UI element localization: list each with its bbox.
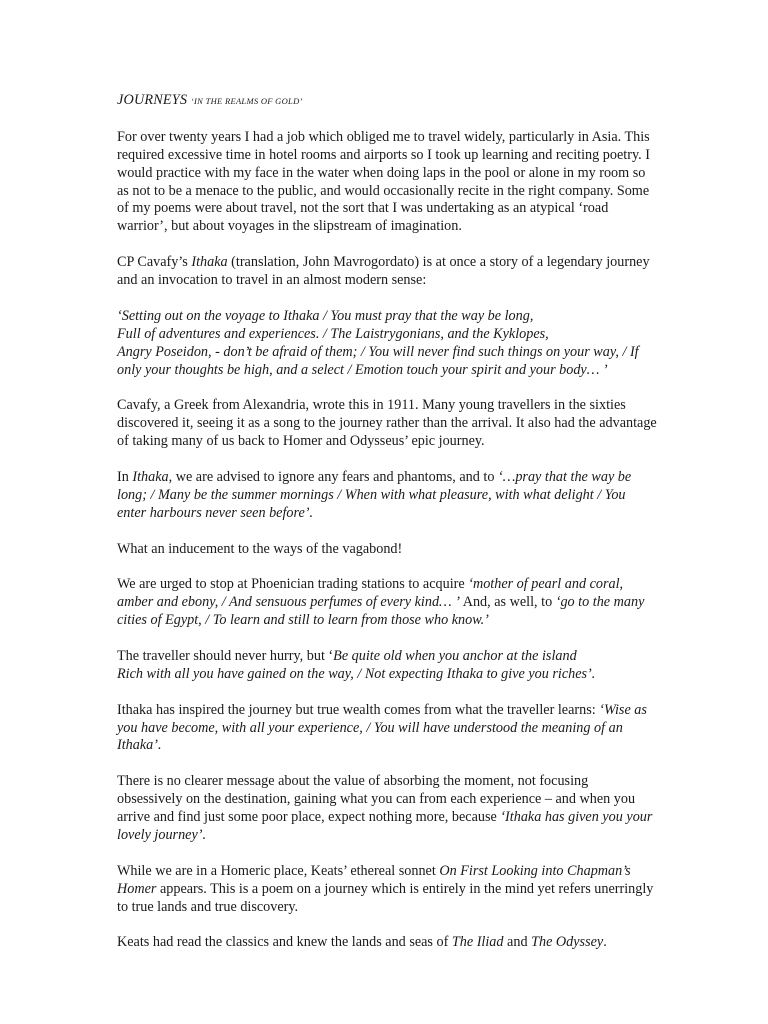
paragraph-8-quote: ‘Wise as you have become, with all your experience, / You will have understood the meaning of an Ithaka’.: [117, 701, 647, 754]
title-subtitle: ‘IN THE REALMS OF GOLD’: [190, 96, 303, 106]
paragraph-11-iliad: The Iliad: [451, 934, 504, 951]
paragraph-6-text-c: And, as well, to: [459, 594, 556, 611]
paragraph-11-odyssey: The Odyssey: [531, 934, 604, 951]
paragraph-7-quote-line-2: Rich with all you have gained on the way, / Not expecting Ithaka to give you riches’.: [117, 665, 596, 682]
paragraph-9-quote: ‘Ithaka has given you your lovely journey’.: [117, 809, 653, 843]
paragraph-4-text-a: In: [117, 468, 133, 485]
paragraph-4-ithaka: Ithaka: [132, 468, 169, 485]
paragraph-2-ithaka: Ithaka: [191, 254, 228, 271]
title-main: JOURNEYS: [117, 92, 188, 108]
paragraph-11-text-c: and: [503, 934, 532, 951]
paragraph-5: What an inducement to the ways of the vagabond!: [117, 540, 403, 557]
paragraph-4: [117, 469, 657, 523]
paragraph-2-text-c: (translation, John Mavrogordato) is at once a story of a legendary journey and an invocation to travel in an almost modern sense:: [117, 254, 650, 289]
paragraph-7-text-a: The traveller should never hurry, but ‘: [117, 647, 334, 664]
quote-1-line-3: Angry Poseidon, - don’t be afraid of them; / You will never find such things on your way, / If only your thoughts be high, and a select / Emotion touch your spirit and your body… ’: [117, 343, 639, 378]
paragraph-8: [117, 702, 657, 756]
paragraph-9: [117, 773, 657, 845]
paragraph-4-quote: ‘…pray that the way be long; / Many be the summer mornings / When with what pleasure, with what delight / You enter harbours never seen before’.: [117, 468, 632, 521]
quote-1-line-1: ‘Setting out on the voyage to Ithaka / You must pray that the way be long,: [117, 307, 534, 324]
paragraph-7-quote-line-1: Be quite old when you anchor at the island: [333, 647, 577, 664]
paragraph-6-quote-2: ‘go to the many cities of Egypt, / To learn and still to learn from those who know.’: [117, 594, 645, 629]
paragraph-3: Cavafy, a Greek from Alexandria, wrote this in 1911. Many young travellers in the sixties discovered it, seeing it as a song to the journey rather than the arrival. It also had the advantage of taking many of us back to Homer and Odysseus’ epic journey.: [117, 397, 657, 450]
paragraph-6-text-a: We are urged to stop at Phoenician trading stations to acquire: [117, 576, 469, 593]
paragraph-1: For over twenty years I had a job which obliged me to travel widely, particularly in Asia. This required excessive time in hotel rooms and airports so I took up learning and reciting poetry. I would practice with my face in the water when doing laps in the pool or alone in my room so as not to be a menace to the public, and would occasionally recite in the right company. Some of my poems were about travel, not the sort that I was undertaking as an atypical ‘road warrior’, but about voyages in the slipstream of imagination.: [117, 128, 650, 235]
paragraph-2: [117, 254, 657, 290]
paragraph-11-text-e: .: [603, 934, 607, 951]
paragraph-10-text-a: While we are in a Homeric place, Keats’ ethereal sonnet: [117, 862, 440, 879]
quote-1: [117, 308, 657, 380]
paragraph-8-text-a: Ithaka has inspired the journey but true wealth comes from what the traveller learns:: [117, 701, 600, 718]
paragraph-10: [117, 863, 657, 917]
paragraph-7: [117, 648, 657, 684]
document-body: [117, 92, 657, 970]
paragraph-11-text-a: Keats had read the classics and knew the lands and seas of: [117, 934, 452, 951]
quote-1-line-2: Full of adventures and experiences. / The Laistrygonians, and the Kyklopes,: [117, 325, 549, 342]
paragraph-6: [117, 576, 657, 630]
paragraph-4-text-c: , we are advised to ignore any fears and phantoms, and to: [168, 468, 498, 485]
paragraph-10-poem-title: On First Looking into Chapman’s Homer: [117, 862, 631, 897]
paragraph-9-text-a: There is no clearer message about the value of absorbing the moment, not focusing obsessively on the destination, gaining what you can from each experience – and when you arrive and find just some poor place, expect nothing more, because: [117, 773, 636, 826]
paragraph-2-text-a: CP Cavafy’s: [117, 254, 192, 271]
document-title: [117, 92, 657, 111]
paragraph-10-text-c: appears. This is a poem on a journey which is entirely in the mind yet refers unerringly to true lands and true discovery.: [117, 880, 654, 915]
paragraph-11: [117, 934, 657, 952]
paragraph-6-quote-1: ‘mother of pearl and coral, amber and ebony, / And sensuous perfumes of every kind… ’: [117, 576, 624, 611]
